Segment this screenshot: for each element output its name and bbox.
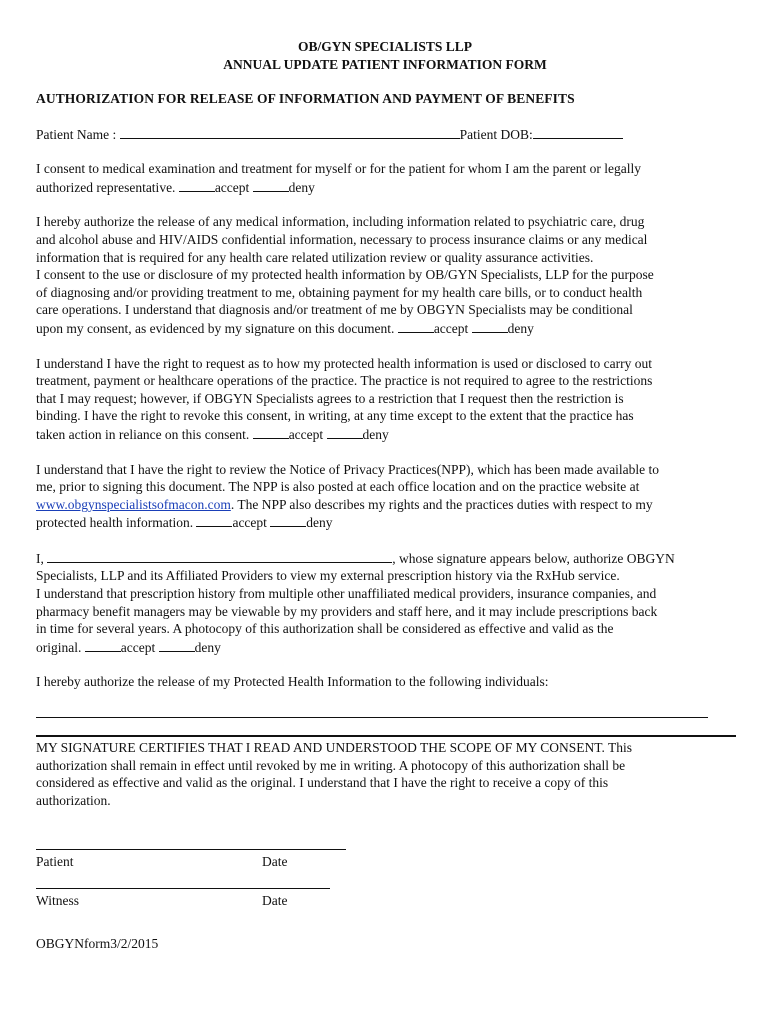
text-line: I, xyxy=(36,550,44,566)
release-medical-accept-field[interactable] xyxy=(398,319,434,333)
deny-label: deny xyxy=(194,639,221,655)
release-individuals-text: I hereby authorize the release of my Protected Health Information to the following individuals: xyxy=(36,674,549,690)
accept-label: accept xyxy=(120,639,156,655)
npp-paragraph xyxy=(36,461,734,532)
npp-accept-field[interactable] xyxy=(196,513,232,527)
text-line: me, prior to signing this document. The NPP is also posted at each office location and on the practice website at xyxy=(36,479,640,495)
text-line: original. xyxy=(36,639,82,655)
text-line: I consent to medical examination and treatment for myself or for the patient for whom I am the parent or legally xyxy=(36,161,642,177)
text-line: treatment, payment or healthcare operations of the practice. The practice is not required to agree to the restrictions xyxy=(36,373,653,389)
accept-label: accept xyxy=(214,179,250,195)
text-line: considered as effective and valid as the original. I understand that I have the right to receive a copy of this xyxy=(36,775,609,791)
text-line: upon my consent, as evidenced by my signature on this document. xyxy=(36,320,395,336)
section-divider xyxy=(36,735,736,737)
witness-label: Witness xyxy=(36,893,79,909)
text-line: Specialists, LLP and its Affiliated Providers to view my external prescription history via the RxHub service. xyxy=(36,568,620,584)
form-footer: OBGYNform3/2/2015 xyxy=(36,936,159,952)
text-line: . The NPP also describes my rights and the practices duties with respect to my xyxy=(230,496,653,512)
deny-label: deny xyxy=(362,426,389,442)
restrictions-deny-field[interactable] xyxy=(327,425,363,439)
text-line: , whose signature appears below, authorize OBGYN xyxy=(392,550,675,566)
deny-label: deny xyxy=(288,179,315,195)
practice-website-link[interactable]: www.obgynspecialistsofmacon.com xyxy=(36,496,231,512)
text-line: authorization. xyxy=(36,792,111,808)
patient-signature-row xyxy=(36,853,734,871)
text-line: protected health information. xyxy=(36,515,194,531)
text-line: I hereby authorize the release of any medical information, including information related to psychiatric care, drug xyxy=(36,214,645,230)
text-line: I understand that prescription history from multiple other unaffiliated medical providers, insurance companies, and xyxy=(36,586,657,602)
text-line: pharmacy benefit managers may be viewable by my providers and staff here, and it may include prescriptions back xyxy=(36,603,658,619)
accept-label: accept xyxy=(232,515,267,531)
text-line: authorized representative. xyxy=(36,179,176,195)
text-line: I understand that I have the right to review the Notice of Privacy Practices(NPP), which has been made available to xyxy=(36,461,660,477)
witness-signature-line[interactable] xyxy=(36,888,330,889)
text-line: that I may request; however, if OBGYN Specialists agrees to a restriction that I request then the restriction is xyxy=(36,390,624,406)
text-line: taken action in reliance on this consent. xyxy=(36,426,250,442)
accept-label: accept xyxy=(288,426,324,442)
consent-exam-paragraph xyxy=(36,160,734,196)
form-title: ANNUAL UPDATE PATIENT INFORMATION FORM xyxy=(223,57,547,72)
patient-dob-field[interactable] xyxy=(533,125,623,139)
restrictions-paragraph xyxy=(36,355,734,444)
release-medical-deny-field[interactable] xyxy=(472,319,508,333)
deny-label: deny xyxy=(507,320,534,336)
date-label: Date xyxy=(262,854,288,870)
patient-signature-line[interactable] xyxy=(36,849,346,850)
prescription-accept-field[interactable] xyxy=(85,638,121,652)
text-line: in time for several years. A photocopy of this authorization shall be considered as effective and valid as the xyxy=(36,621,614,637)
restrictions-accept-field[interactable] xyxy=(253,425,289,439)
text-line: I consent to the use or disclosure of my protected health information by OB/GYN Specialists, LLP for the purpose xyxy=(36,267,654,283)
text-line: MY SIGNATURE CERTIFIES THAT I READ AND UNDERSTOOD THE SCOPE OF MY CONSENT. This xyxy=(36,740,632,756)
text-line: and alcohol abuse and HIV/AIDS confidential information, necessary to process insurance claims or any medical xyxy=(36,231,648,247)
text-line: care operations. I understand that diagnosis and/or treatment of me by OBGYN Specialists may be conditional xyxy=(36,302,633,318)
text-line: authorization shall remain in effect until revoked by me in writing. A photocopy of this authorization shall be xyxy=(36,757,626,773)
text-line: I understand I have the right to request as to how my protected health information is used or disclosed to carry out xyxy=(36,355,652,371)
company-name: OB/GYN SPECIALISTS LLP xyxy=(297,39,473,54)
deny-label: deny xyxy=(306,515,333,531)
authorizer-name-field[interactable] xyxy=(47,549,392,563)
section-title: AUTHORIZATION FOR RELEASE OF INFORMATION AND PAYMENT OF BENEFITS xyxy=(36,91,575,106)
patient-info-row xyxy=(36,125,734,144)
text-line: of diagnosing and/or providing treatment to me, obtaining payment for my health care bills, or to conduct health xyxy=(36,284,643,300)
prescription-paragraph xyxy=(36,549,734,657)
patient-name-label: Patient Name : xyxy=(36,126,117,142)
patient-dob-label: Patient DOB: xyxy=(459,126,533,142)
npp-deny-field[interactable] xyxy=(270,513,306,527)
patient-name-field[interactable] xyxy=(120,125,460,139)
release-medical-paragraph xyxy=(36,213,734,337)
prescription-deny-field[interactable] xyxy=(159,638,195,652)
text-line: information that is required for any health care related utilization review or quality assurance activities. xyxy=(36,249,594,265)
patient-label: Patient xyxy=(36,854,74,870)
individuals-entry-line[interactable] xyxy=(36,717,708,718)
consent-exam-accept-field[interactable] xyxy=(179,178,215,192)
consent-exam-deny-field[interactable] xyxy=(253,178,289,192)
text-line: binding. I have the right to revoke this consent, in writing, at any time except to the extent that the practice has xyxy=(36,408,634,424)
witness-signature-row xyxy=(36,892,734,910)
certification-paragraph xyxy=(36,739,734,809)
accept-label: accept xyxy=(433,320,469,336)
date-label: Date xyxy=(262,893,288,909)
